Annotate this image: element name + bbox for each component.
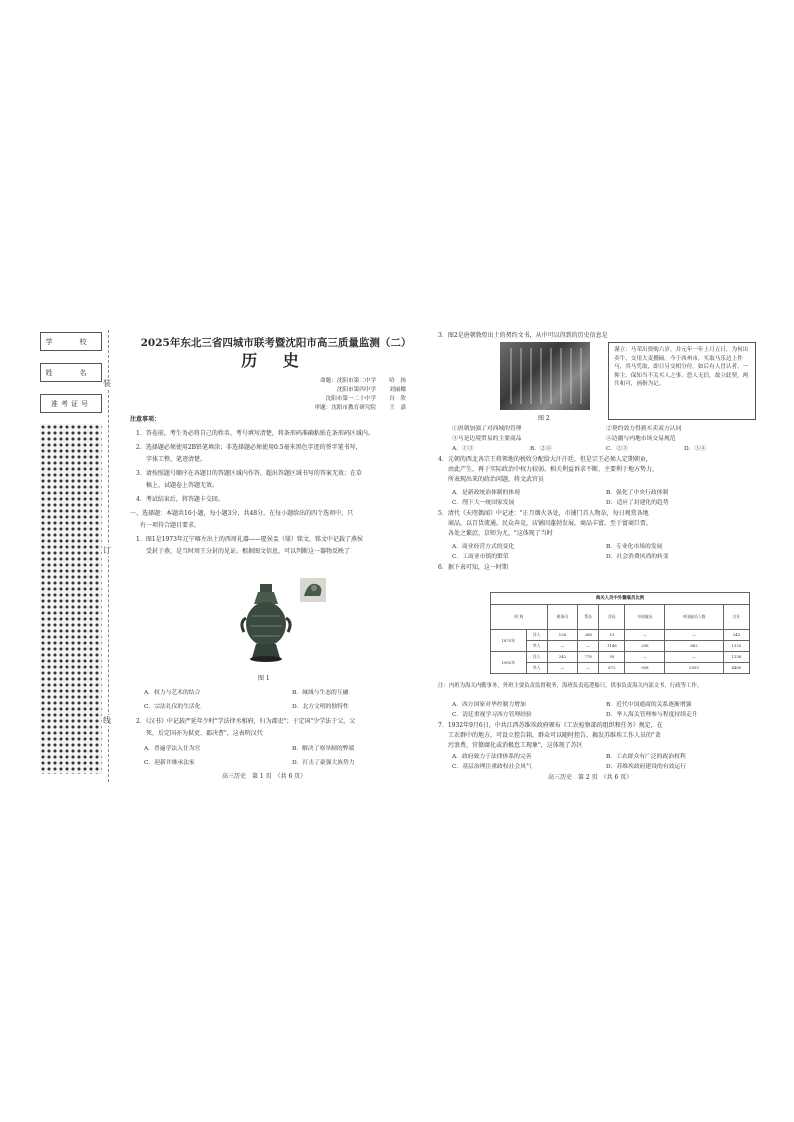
table-caption: 海关人员中外籍雇员比例 [490,592,750,604]
option-5a[interactable]: A．商业经营方式的变化 [452,544,515,550]
question-7-text: 污浪费，官僚腐化或消极怠工现象"，这体现了苏区 [448,742,583,749]
author-line: 审题：沈阳市教育研究院 王 嘉 [314,405,406,411]
statement-1: ①唐朝加强了对西域的管理 [452,426,522,432]
bronze-detail-image [300,578,326,602]
question-2-text: 2．《汉书》中记载严延年少时"学法律丞相府，归为郡吏"；于定国"少学法于父，父 [136,718,356,725]
question-5-text: 各处之繁庶，京师为尤。"这体现了当时 [448,530,553,537]
contract-document-image [500,342,590,410]
contract-quote-box: 谨立：马荣出资购六岁，并元年一年上月五日，为何出卖牛，交用大麦捌硕。今于西州市，买取马乐边上件马，其马凭取，即日另交相分付。如后有人冒认者，一仰主、保知当不关买人之事。恐人无信，故立此契。两共和可，画指为记。 [608,342,756,420]
figure-2-caption: 图 2 [538,415,550,422]
table-header-row: 时 间 税务司 帮办 洋员 中国雇员 中国雇员人数 合计 [491,605,750,630]
customs-staff-table [490,604,750,674]
binding-mark: 线 [103,716,111,725]
option-1a[interactable]: A．权力与艺术的结合 [144,690,201,696]
notice-item: 稿上、试题卷上答题无效。 [146,482,219,489]
option-4b[interactable]: B．强化了中央行政体制 [606,490,669,496]
author-line: 命题：沈阳市第二中学 哈 扬 [320,378,406,384]
school-field[interactable]: 学 校 [40,332,102,351]
option-6a[interactable]: A．西方国家对华控制力增加 [452,702,526,708]
table-row: 1875年 洋人 126 268 13 — — 243 [491,630,750,641]
notice-item: 4．考试结束后，将答题卡交回。 [136,496,224,503]
notice-title: 注意事项： [130,416,161,423]
option-3a[interactable]: A．①③ [452,446,474,452]
author-line: 沈阳市第四中学 刘丽娜 [336,387,406,393]
option-1d[interactable]: D．北方文明的独特性 [292,704,349,710]
option-2d[interactable]: D．打击了豪强大族势力 [292,760,355,766]
page-two [438,330,764,782]
figure-1-caption: 图 1 [258,675,270,682]
option-3b[interactable]: B．②④ [530,446,552,452]
id-field[interactable]: 准考证号 [40,394,102,413]
section-heading: 一、选择题：本题共16小题，每小题3分，共48分。在每小题给出的四个选项中，只 [130,510,354,517]
question-1-text: 受封于燕，是当时周王分封的见证。根据图文信息，可以判断这一器物反映了 [146,548,351,555]
option-6d[interactable]: D．华人海关管理参与程度持续走升 [606,712,698,718]
question-3-text: 3．图2是唐朝敦煌出土的契约文书，从中可以得到的历史信息是 [438,332,608,339]
question-4-text: 由此产生，再于实际政治中权力较弱，相关利益诉求不断，主要利于地方势力， [448,466,659,473]
name-field[interactable]: 姓 名 [40,363,102,382]
option-6c[interactable]: C．清廷重视学习西方管理经验 [452,712,532,718]
option-7d[interactable]: D．苏维埃政府建设的有效运行 [606,764,687,770]
binding-strip [38,330,130,782]
option-5b[interactable]: B．专业化市场的发展 [606,544,663,550]
option-5d[interactable]: D．社会消费风尚的转变 [606,554,669,560]
binding-mark: 装 [103,379,111,388]
option-7b[interactable]: B．工农群众有广泛的政治权利 [606,754,686,760]
option-3c[interactable]: C．②③ [606,446,628,452]
exam-title: 2025年东北三省四城市联考暨沈阳市高三质量监测（二） [140,337,412,349]
question-4-text: 所表现出来的政治问题，将文武官员 [448,476,545,483]
table-row: 华人 — — 672 958 2953 4480 [491,663,750,674]
page-one [130,330,420,782]
notice-item: 2．选择题必须使用2B铅笔填涂；非选择题必须使用0.5毫米黑色字迹的签字笔书写， [136,444,362,451]
option-1b[interactable]: B．城域与生态的互融 [292,690,349,696]
notice-item: 3．请按照题号顺序在各题目的答题区域内作答，超出答题区域书写的答案无效；在草 [136,470,362,477]
barcode-pattern [40,424,102,774]
question-5-text: 商品，以百货流通。民众奔竞，店铺因蓬勃发展，商品丰富，至于富商巨贾， [448,520,653,527]
page-1-footer: 高三历史 第 1 页 （共 6 页） [222,773,307,780]
notice-item: 字体工整、笔迹清楚。 [146,456,207,463]
exam-subject: 历 史 [241,351,309,370]
exam-sheet [38,330,764,782]
question-4-text: 4．元朝的西北各宗王将领地的税收分配给大汗汗廷，但是宗王必须人定期朝贡， [438,456,652,463]
option-4d[interactable]: D．适应了封建化的趋势 [606,500,669,506]
page-2-footer: 高三历史 第 2 页 （共 6 页） [548,774,633,781]
option-3d[interactable]: D．①④ [684,446,707,452]
option-4c[interactable]: C．削下大一统国家发展 [452,500,515,506]
table-row: 1905年 洋人 242 778 59 — — 1138 [491,652,750,663]
section-heading: 有一项符合题目要求。 [140,522,201,529]
question-7-text: 7．1932年9月6日，中共江西苏维埃政府颁布《工农检察部的组织和任务》规定，在 [438,722,663,729]
notice-item: 1．答卷前，考生务必将自己的姓名、考号填写清楚，将条形码准确粘贴在条形码区域内。 [136,430,374,437]
option-2a[interactable]: A．普遍学法入仕为官 [144,746,201,752]
statement-3: ③马是边境贸易的主要商品 [452,436,522,442]
option-5c[interactable]: C．工商业市镇的繁荣 [452,554,509,560]
option-2c[interactable]: C．迎新并继承法家 [144,760,195,766]
binding-mark: 订 [103,546,111,555]
option-7c[interactable]: C．基层治理注重政权社会风气 [452,764,532,770]
question-1-text: 1．图1是1973年辽宁喀左出土的西周礼器——匽侯盂（鼎）铭文，铭文中记载了燕侯 [136,536,363,543]
question-5-text: 5．清代《天咫偶闻》中记述："正月烟火各处，市铺门首人物杂，每日观赏各地 [438,510,649,517]
statement-4: ④边疆与内地市场交易规范 [606,436,676,442]
option-1c[interactable]: C．宗法礼仪的生活化 [144,704,201,710]
table-row: 华人 — — 1146 208 882 1325 [491,641,750,652]
option-2b[interactable]: B．解决了察举制的弊端 [292,746,355,752]
author-line: 沈阳市第一二十中学 谷 欣 [325,396,406,402]
table-note: 注：内班为海关内勤事务，外班主要负责监督税务，海班负责巡逻船只，供事负责海关内部文书，行政等工作。 [438,683,703,689]
statement-2: ②契约效力得到买卖双方认同 [606,426,682,432]
bronze-vessel-image [238,582,294,667]
option-4a[interactable]: A．是新政统治体制的体现 [452,490,520,496]
question-6-text: 6．据下表可知，这一时期 [438,564,508,571]
question-7-text: 工农群中的地方，可设立控告箱，群众可以随时控告，揭发苏维埃工作人员的"贪 [448,732,661,739]
question-2-text: 死，后定国亦为狱吏、郡决曹"，这表明汉代 [146,730,263,737]
option-6b[interactable]: B．近代中国通商的关系逐渐增强 [606,702,692,708]
option-7a[interactable]: A．政府致力于法律体系的完善 [452,754,532,760]
